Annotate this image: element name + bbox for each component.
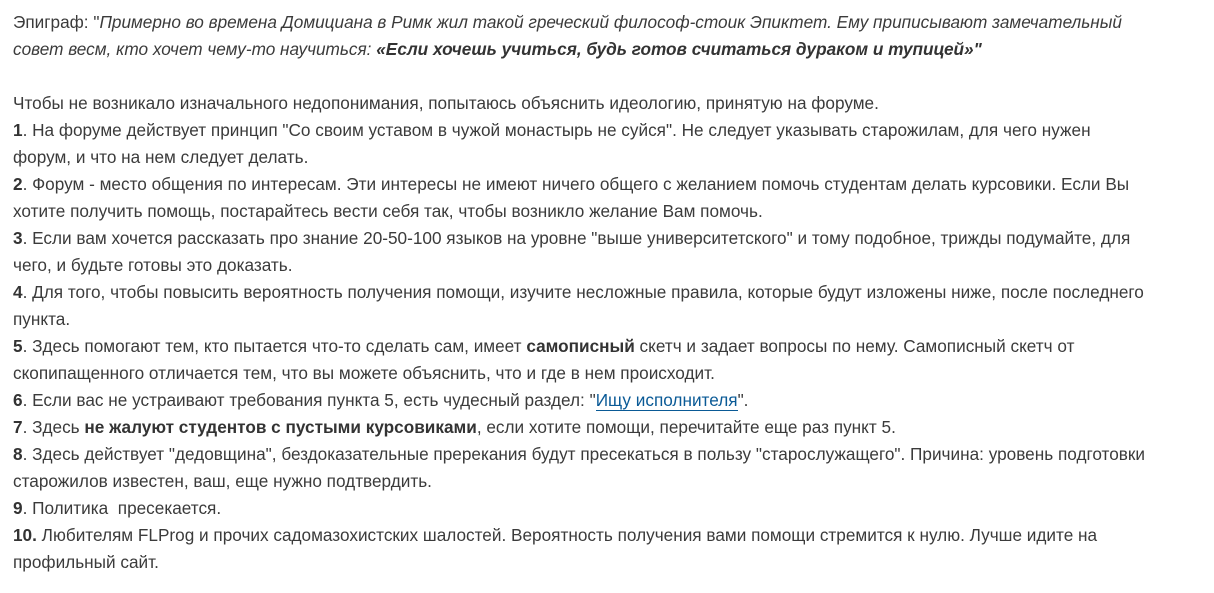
rule-text: . Здесь помогают тем, кто пытается что-то сделать сам, имеет: [22, 336, 527, 356]
rule-emphasis: самописный: [526, 336, 635, 356]
rule-number: 3: [13, 228, 23, 248]
rule-7: [13, 414, 1205, 441]
rule-3-line-1: [13, 225, 1205, 252]
rule-number: 2: [13, 174, 23, 194]
rule-10-line-2: профильный сайт.: [13, 552, 159, 572]
rule-text: . Для того, чтобы повысить вероятность получения помощи, изучите несложные правила, которые будут изложены ниже, после последнего: [22, 282, 1144, 302]
forum-post-body: [13, 9, 1205, 576]
rule-10-line-1: [13, 522, 1205, 549]
rule-number: 5: [13, 336, 23, 356]
rule-emphasis: не жалуют студентов с пустыми курсовиками: [84, 417, 477, 437]
rule-text: . Политика пресекается.: [22, 498, 222, 518]
rule-text: . Здесь действует "дедовщина", бездоказательные пререкания будут пресекаться в пользу "старослужащего". Причина: уровень подготовки: [22, 444, 1146, 464]
epigraph-prefix: Эпиграф: ": [13, 12, 100, 32]
rule-number: 6: [13, 390, 23, 410]
rule-text: . Здесь: [22, 417, 85, 437]
rule-text: . Форум - место общения по интересам. Эти интересы не имеют ничего общего с желанием помочь студентам делать курсовики. Если Вы: [22, 174, 1130, 194]
rule-number: 10.: [13, 525, 37, 545]
epigraph-line-2: [13, 36, 1205, 63]
rule-1-line-2: форум, и что на нем следует делать.: [13, 147, 309, 167]
paragraph-spacer: [13, 63, 1205, 90]
rule-4-line-1: [13, 279, 1205, 306]
rule-3-line-2: чего, и будьте готовы это доказать.: [13, 255, 293, 275]
epigraph-text: Примерно во времена Домициана в Римк жил такой греческий философ-стоик Эпиктет. Ему приписывают замечательный: [99, 12, 1122, 32]
rule-text: Любителям FLProg и прочих садомазохистских шалостей. Вероятность получения вами помощи стремится к нулю. Лучше идите на: [36, 525, 1098, 545]
rule-2-line-1: [13, 171, 1205, 198]
epigraph-quote: «Если хочешь учиться, будь готов считаться дураком и тупицей»": [376, 39, 982, 59]
rule-4-line-2: пункта.: [13, 309, 71, 329]
rule-number: 8: [13, 444, 23, 464]
rule-2-line-2: хотите получить помощь, постарайтесь вести себя так, чтобы возникло желание Вам помочь.: [13, 201, 763, 221]
rule-text: , если хотите помощи, перечитайте еще раз пункт 5.: [476, 417, 896, 437]
rule-text: . Если вам хочется рассказать про знание 20-50-100 языков на уровне "выше университетского" и тому подобное, трижды подумайте, для: [22, 228, 1131, 248]
rule-number: 4: [13, 282, 23, 302]
epigraph-text-continued: совет весм, кто хочет чему-то научиться:: [13, 39, 377, 59]
rule-1-line-1: [13, 117, 1205, 144]
rule-5-line-1: [13, 333, 1205, 360]
contractor-section-link[interactable]: Ищу исполнителя: [595, 390, 738, 410]
rule-number: 9: [13, 498, 23, 518]
rule-6: [13, 387, 1205, 414]
rule-text: скетч и задает вопросы по нему. Самописный скетч от: [634, 336, 1075, 356]
epigraph-line-1: [13, 9, 1205, 36]
rule-text: ".: [737, 390, 749, 410]
rule-8-line-2: старожилов известен, ваш, еще нужно подтвердить.: [13, 471, 432, 491]
intro-text: Чтобы не возникало изначального недопонимания, попытаюсь объяснить идеологию, принятую на форуме.: [13, 93, 879, 113]
rule-8-line-1: [13, 441, 1205, 468]
rule-number: 1: [13, 120, 23, 140]
rule-text: . На форуме действует принцип "Со своим уставом в чужой монастырь не суйся". Не следует указывать старожилам, для чего нужен: [22, 120, 1091, 140]
rule-number: 7: [13, 417, 23, 437]
rule-text: . Если вас не устраивают требования пункта 5, есть чудесный раздел: ": [22, 390, 596, 410]
rule-9: [13, 495, 1205, 522]
rule-5-line-2: скопипащенного отличается тем, что вы можете объяснить, что и где в нем происходит.: [13, 363, 715, 383]
